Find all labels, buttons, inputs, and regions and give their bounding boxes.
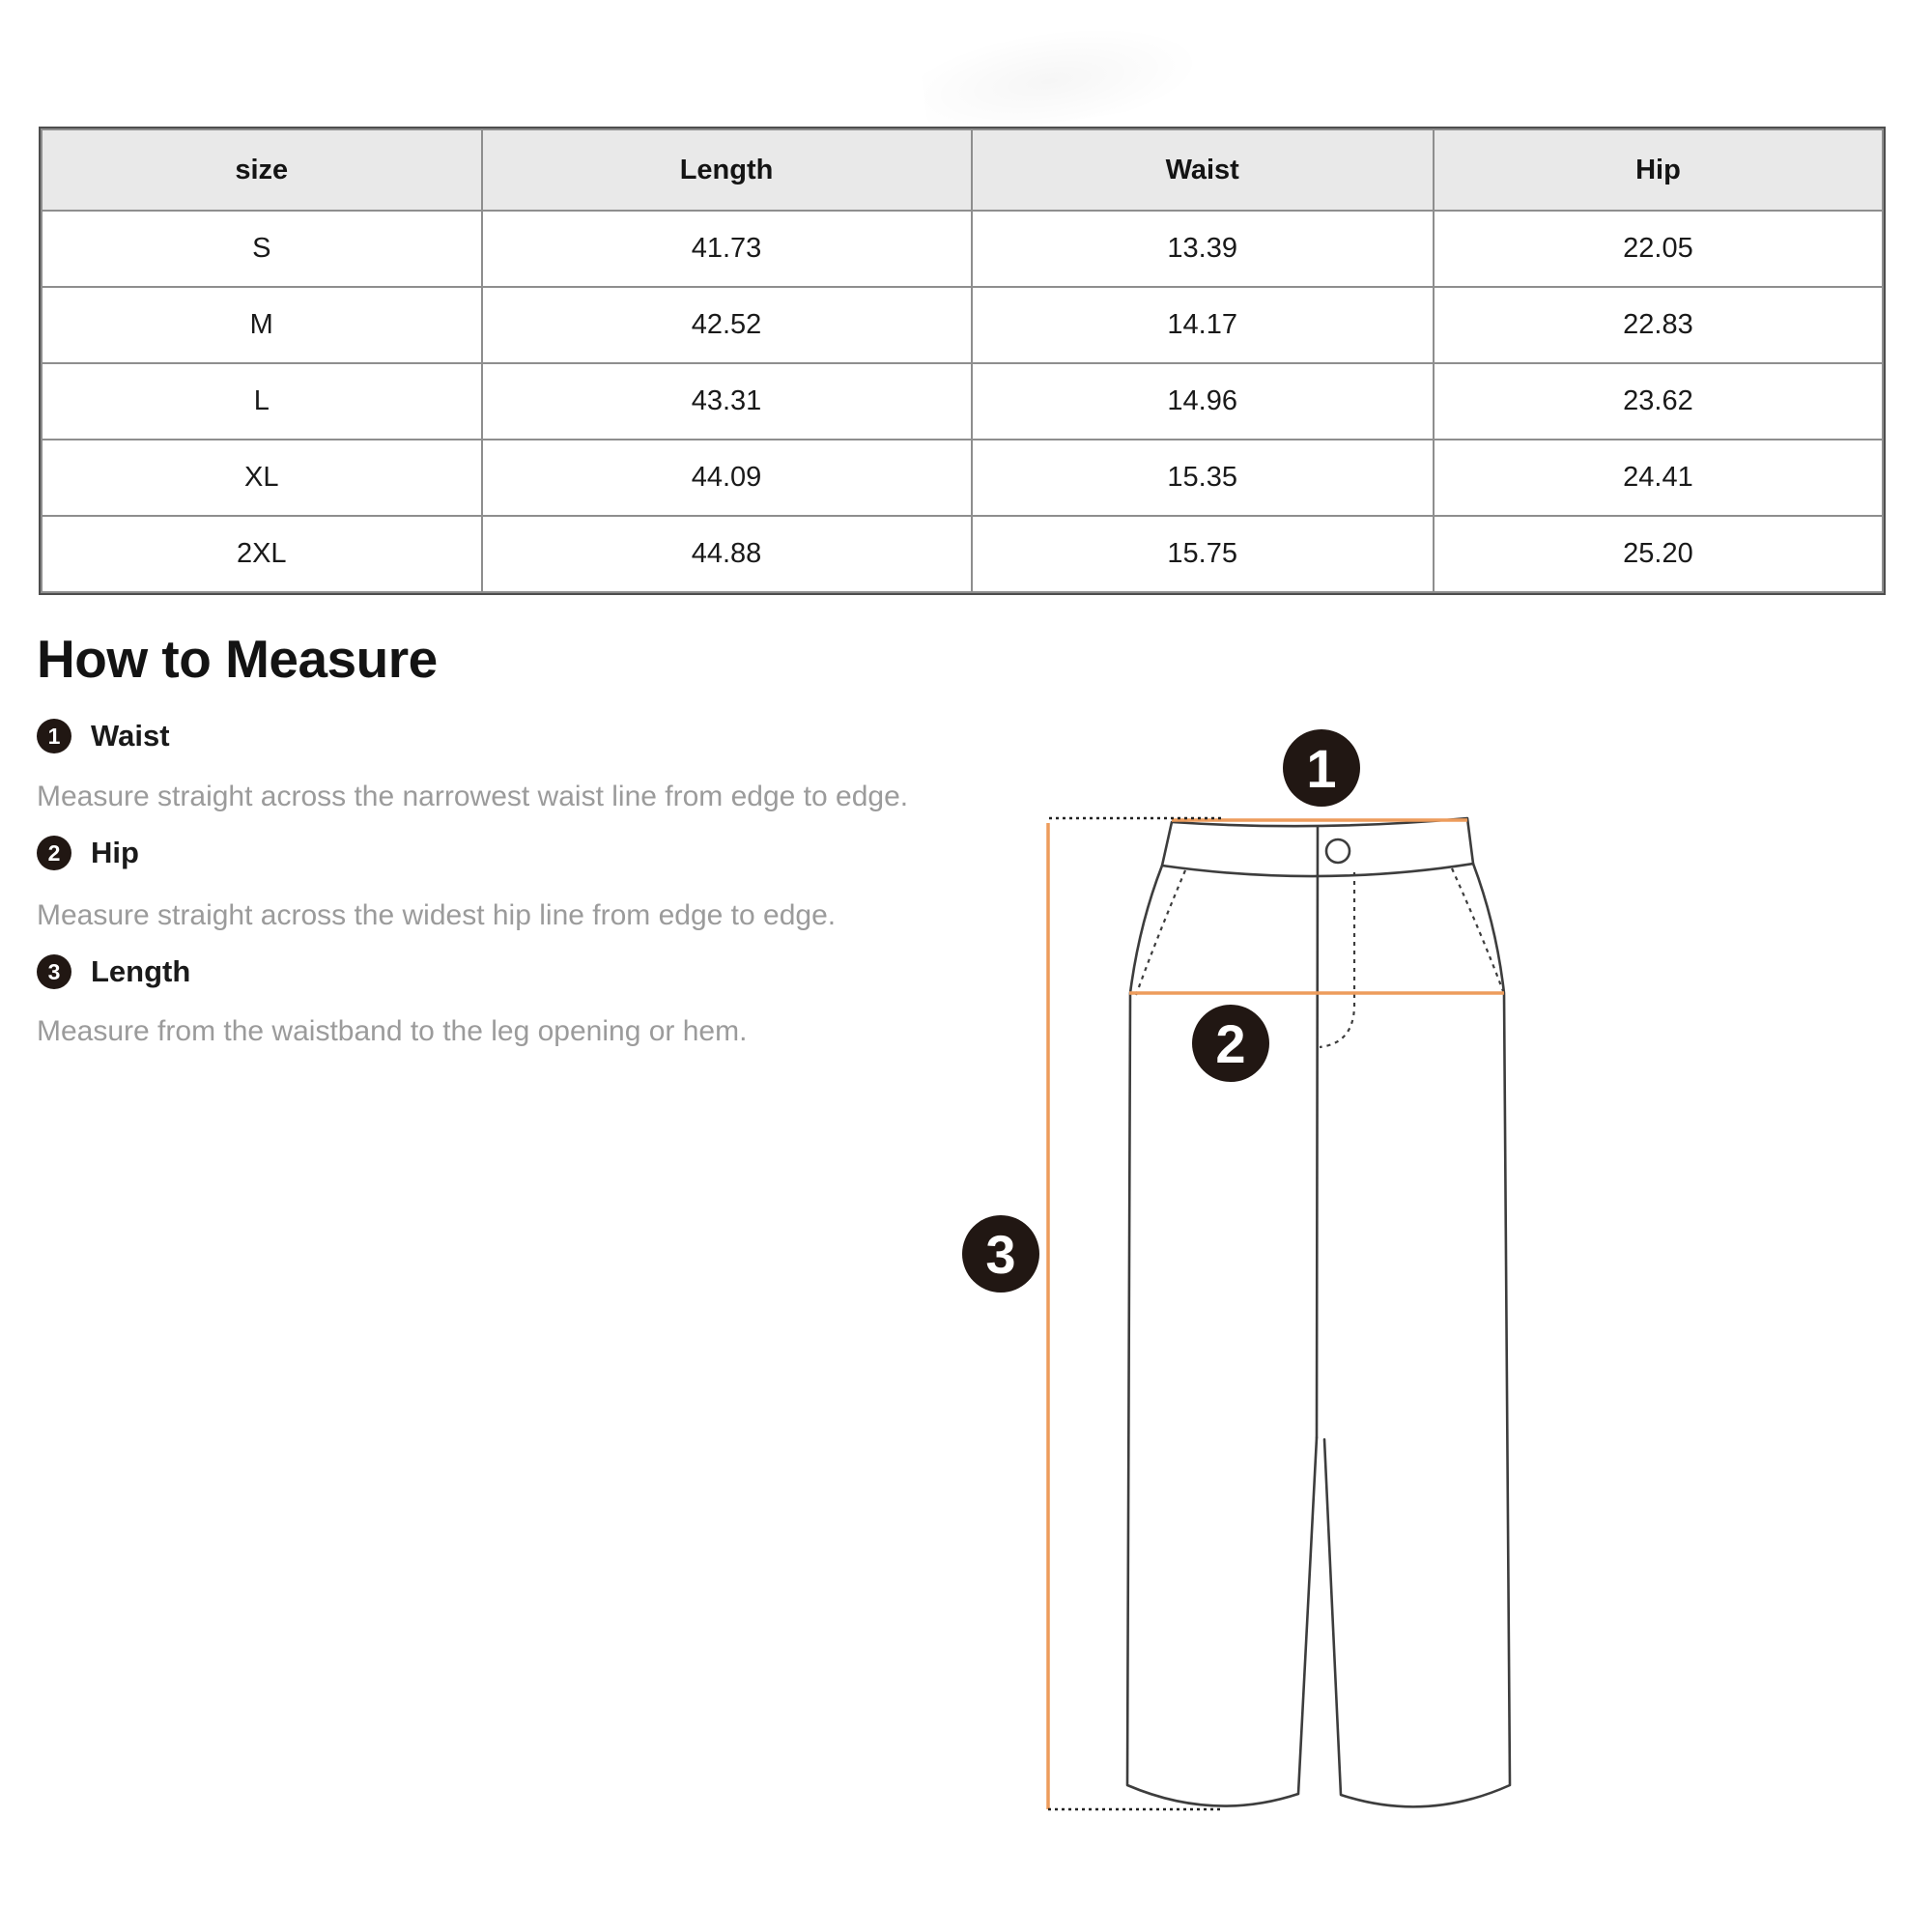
cell-waist: 14.96 <box>972 363 1434 440</box>
fly-center-line <box>1317 827 1318 1437</box>
measure-desc-waist: Measure straight across the narrowest waist line from edge to edge. <box>37 781 909 812</box>
table-row <box>42 516 1883 592</box>
cell-size: XL <box>42 440 482 516</box>
measure-label-length: Length <box>91 954 191 988</box>
cell-length: 41.73 <box>482 211 972 287</box>
measure-desc-hip: Measure straight across the widest hip line from edge to edge. <box>37 899 837 931</box>
cell-size: S <box>42 211 482 287</box>
measurement-lines <box>1048 820 1504 1809</box>
size-table-container <box>39 127 1886 595</box>
cell-size: L <box>42 363 482 440</box>
diagram-markers <box>962 729 1360 1293</box>
left-pocket-line <box>1136 870 1185 995</box>
cell-waist: 15.75 <box>972 516 1434 592</box>
cell-hip: 22.05 <box>1434 211 1883 287</box>
step-1-badge: 1 <box>37 719 71 753</box>
right-pocket-line <box>1452 868 1503 991</box>
button-icon <box>1326 839 1350 863</box>
cell-size: 2XL <box>42 516 482 592</box>
cell-hip: 25.20 <box>1434 516 1883 592</box>
cell-waist: 15.35 <box>972 440 1434 516</box>
fly-stitch-line <box>1320 872 1354 1047</box>
cell-length: 42.52 <box>482 287 972 363</box>
col-header-length: Length <box>482 129 972 211</box>
marker-2-number: 2 <box>1215 1013 1246 1074</box>
col-header-size: size <box>42 129 482 211</box>
measure-label-hip: Hip <box>91 836 139 869</box>
table-row <box>42 363 1883 440</box>
pants-outline <box>1127 818 1510 1806</box>
marker-1-number: 1 <box>1306 738 1337 799</box>
cell-size: M <box>42 287 482 363</box>
marker-3-number: 3 <box>985 1224 1016 1285</box>
measure-desc-length: Measure from the waistband to the leg opening or hem. <box>37 1015 748 1047</box>
measure-item-length <box>37 954 190 989</box>
size-table <box>41 128 1884 593</box>
table-row <box>42 211 1883 287</box>
col-header-waist: Waist <box>972 129 1434 211</box>
cell-hip: 23.62 <box>1434 363 1883 440</box>
pants-diagram <box>947 715 1604 1855</box>
cell-hip: 24.41 <box>1434 440 1883 516</box>
cell-hip: 22.83 <box>1434 287 1883 363</box>
col-header-hip: Hip <box>1434 129 1883 211</box>
cell-length: 44.88 <box>482 516 972 592</box>
table-row <box>42 440 1883 516</box>
section-title: How to Measure <box>37 629 438 689</box>
cell-waist: 14.17 <box>972 287 1434 363</box>
step-2-badge: 2 <box>37 836 71 870</box>
measure-item-waist <box>37 719 170 753</box>
pants-dashed-details <box>1136 868 1503 1047</box>
cell-length: 44.09 <box>482 440 972 516</box>
cell-length: 43.31 <box>482 363 972 440</box>
cell-waist: 13.39 <box>972 211 1434 287</box>
dotted-extension-lines <box>1048 818 1225 1809</box>
table-row <box>42 287 1883 363</box>
faint-watermark <box>918 10 1208 139</box>
right-leg <box>1324 864 1510 1806</box>
table-header-row <box>42 129 1883 211</box>
measure-label-waist: Waist <box>91 719 170 753</box>
step-3-badge: 3 <box>37 954 71 989</box>
measure-item-hip <box>37 836 139 870</box>
